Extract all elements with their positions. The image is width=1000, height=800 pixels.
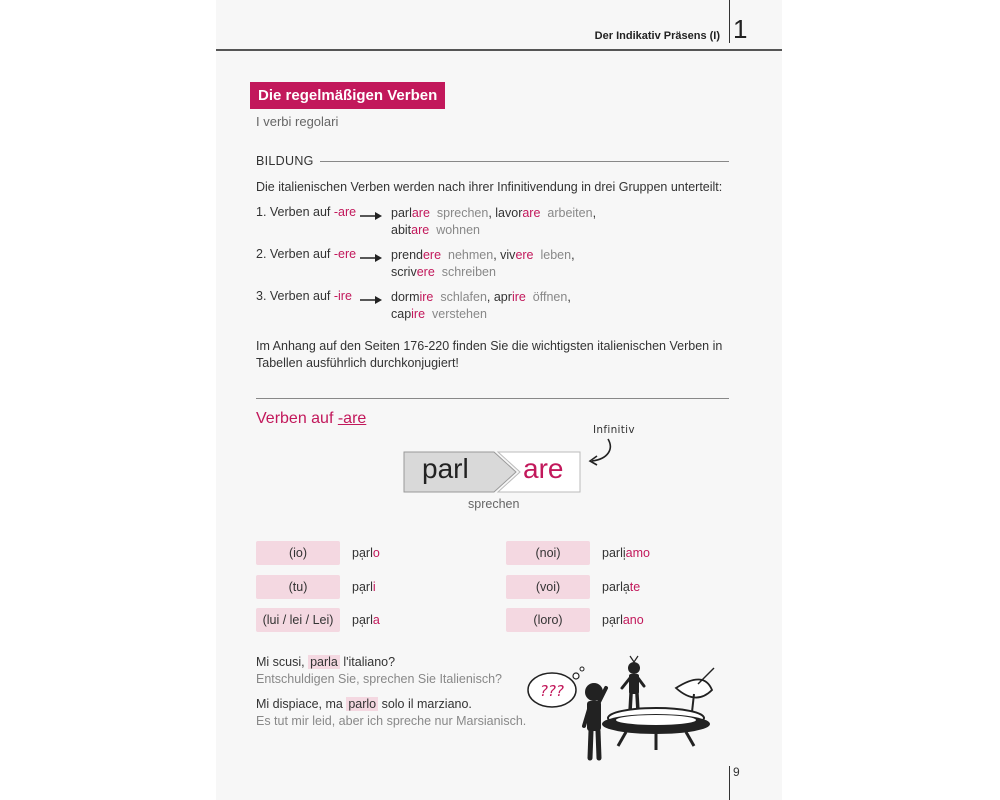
infinitiv-label: Infinitiv — [593, 424, 635, 436]
verb-form: pa̩rli — [352, 580, 376, 594]
example-italian: Mi scusi, parla l'italiano? — [256, 655, 396, 669]
verb-form: parli̩amo — [602, 546, 650, 560]
curved-arrow-icon — [584, 437, 618, 467]
pronoun-box: (loro) — [506, 608, 590, 632]
example-italian: Mi dispiace, ma parlo solo il marziano. — [256, 697, 472, 711]
martian-illustration — [526, 654, 722, 764]
group-label: 3. Verben auf -ire — [256, 289, 352, 303]
bildung-label: BILDUNG — [256, 154, 314, 168]
chapter-number: 1 — [733, 14, 748, 44]
bildung-heading — [256, 154, 729, 168]
section-divider — [256, 398, 729, 399]
verb-form: pa̩rlo — [352, 546, 380, 560]
arrow-right-icon — [360, 211, 382, 221]
verb-stem: parl — [422, 453, 469, 484]
running-header-title: Der Indikativ Präsens (I) — [594, 30, 720, 42]
section-subtitle: I verbi regolari — [256, 114, 339, 129]
group-examples: prendere nehmen, vivere leben, scrivere schreiben — [391, 248, 575, 279]
header-rule — [216, 49, 782, 51]
bildung-intro: Die italienischen Verben werden nach ihrer Infinitivendung in drei Gruppen unterteilt: — [256, 180, 723, 194]
page-number: 9 — [733, 765, 740, 779]
group-label: 1. Verben auf -are — [256, 205, 357, 219]
verb-form: parla̩te — [602, 580, 641, 594]
group-label: 2. Verben auf -ere — [256, 247, 357, 261]
group-examples: dormire schlafen, aprire öffnen, capire verstehen — [391, 290, 571, 321]
header-divider — [729, 0, 730, 43]
verben-are-title: Verben auf -are — [256, 410, 367, 427]
verb-form: pa̩rla — [352, 613, 380, 627]
appendix-note: Im Anhang auf den Seiten 176-220 finden Sie die wichtigsten italienischen Verben in Tabellen ausführlich durchkonjugiert! — [256, 339, 723, 370]
pronoun-box: (lui / lei / Lei) — [256, 608, 340, 632]
arrow-right-icon — [360, 253, 382, 263]
footer-divider — [729, 766, 730, 800]
group-examples: parlare sprechen, lavorare arbeiten, abitare wohnen — [391, 206, 597, 237]
pronoun-box: (tu) — [256, 575, 340, 599]
pronoun-box: (voi) — [506, 575, 590, 599]
verb-form: pa̩rlano — [602, 613, 644, 627]
pronoun-box: (io) — [256, 541, 340, 565]
bildung-rule — [320, 161, 729, 162]
verb-ending: are — [523, 453, 564, 484]
example-german: Es tut mir leid, aber ich spreche nur Marsianisch. — [256, 714, 527, 728]
verb-meaning: sprechen — [468, 497, 520, 511]
example-german: Entschuldigen Sie, sprechen Sie Italienisch? — [256, 672, 502, 686]
section-title: Die regelmäßigen Verben — [250, 82, 445, 109]
arrow-right-icon — [360, 295, 382, 305]
thought-text: ??? — [540, 682, 564, 700]
pronoun-box: (noi) — [506, 541, 590, 565]
